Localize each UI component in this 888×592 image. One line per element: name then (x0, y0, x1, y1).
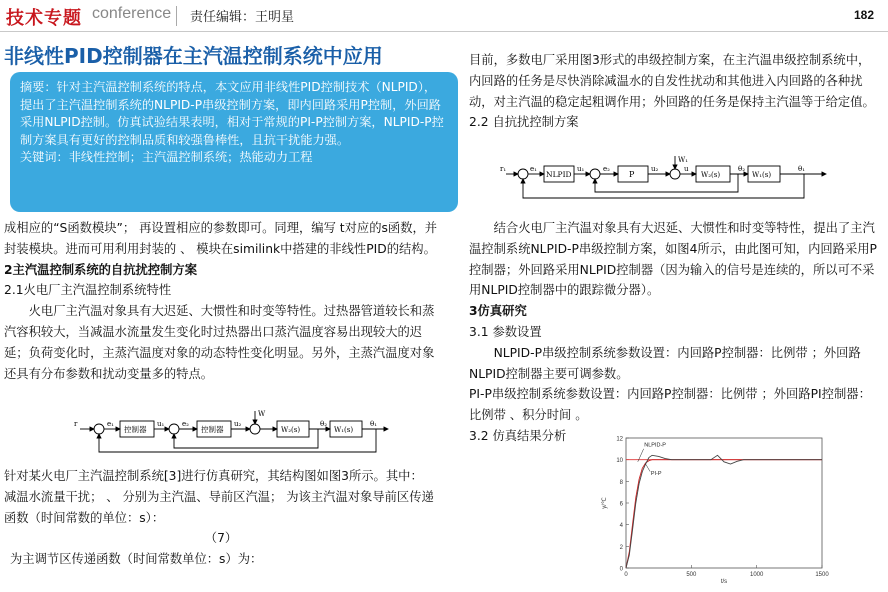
left-paragraph-2: 火电厂主汽温对象具有大迟延、大惯性和时变等特性。过热器管道较长和蒸汽容积较大，当减温水流量发生变化时过热器出口蒸汽温度容易出现较大的迟延；负荷变化时，主蒸汽温度对象的动态特性变化明显。另外，主蒸汽温度对象还具有分布参数和扰动变量多的特点。 (4, 304, 435, 381)
fig3-theta1: θ₁ (370, 420, 378, 428)
subsection-3-2-heading: 3.2 仿真结果分析 (469, 428, 567, 443)
editor-credit: 责任编辑：王明星 (190, 10, 295, 25)
header-rule (0, 31, 888, 32)
abstract-text: 摘要：针对主汽温控制系统的特点，本文应用非线性PID控制技术（NLPID），提出了主汽温控制系统的NLPID-P串级控制方案，即内回路采用P控制，外回路采用NLPID控制。仿真试验结果表明，相对于常规的PI-P控制方案，NLPID-P控制方案具有更好的控制品质和较强鲁棒性，且抗干扰能力强。 (20, 80, 444, 147)
y-tick-label: 4 (619, 523, 623, 530)
annotation-pi-p: PI-P (650, 470, 662, 477)
fig3-u2-label: u₂ (234, 420, 242, 428)
x-tick-label: 0 (624, 572, 628, 578)
y-axis-label: y/℃ (602, 497, 608, 509)
left-paragraph-4: 为主调节区传递函数（时间常数单位：s）为： (10, 552, 263, 567)
abstract-box (10, 72, 458, 212)
fig3-e1-label: e₁ (107, 420, 114, 428)
x-axis-label: t/s (720, 579, 728, 585)
fig3-r-label: r (74, 420, 78, 428)
left-paragraph-1: 成相应的“S函数模块”； 再设置相应的参数即可。同理，编写 t对应的s函数，并封装模块。进而可用利用封装的 、 模块在similink中搭建的非线性PID的结构。 (4, 221, 438, 256)
page-header (0, 0, 888, 34)
annotation-nlpid-p: NLPID-P (644, 442, 666, 449)
fig4-r-label: r₁ (500, 165, 507, 173)
right-column-top (469, 50, 881, 133)
fig3-w2: W₂(s) (281, 426, 301, 434)
section-logo: 技术专题 (6, 8, 82, 29)
fig4-theta1: θ₁ (798, 165, 806, 173)
fig4-w1-block: W₁(s) (752, 171, 772, 179)
left-column-top (4, 218, 438, 384)
fig3-controller1: 控制器 (124, 425, 147, 434)
simulation-chart (598, 432, 830, 588)
figure-4-diagram (498, 154, 830, 200)
fig3-w1: W₁(s) (334, 426, 354, 434)
right-paragraph-1: 目前，多数电厂采用图3形式的串级控制方案，在主汽温串级控制系统中，内回路的任务是尽快消除减温水的自发性扰动和其他进入内回路的各种扰动，对主汽温的稳定起粗调作用；外回路的任务是保持主汽温等于给定值。 (469, 53, 875, 109)
fig4-theta2: θ₂ (738, 165, 746, 173)
fig4-w1-label: W₁ (678, 156, 689, 164)
section-2-heading: 2主汽温控制系统的自抗扰控制方案 (4, 262, 198, 277)
fig3-w-label: W (258, 410, 266, 418)
section-logo-en: conference (92, 5, 172, 22)
fig4-e2-label: e₂ (603, 165, 610, 173)
fig4-u1-label: u₁ (577, 165, 585, 173)
keywords-text: 关键词：非线性控制；主汽温控制系统；热能动力工程 (20, 150, 313, 164)
left-column-bottom (4, 466, 438, 570)
fig4-u2-label: u₂ (651, 165, 659, 173)
y-tick-label: 2 (619, 544, 623, 551)
right-paragraph-4: PI-P串级控制系统参数设置：内回路P控制器：比例带 ；外回路PI控制器：比例带 、积分时间 。 (469, 387, 871, 423)
subsection-3-1-heading: 3.1 参数设置 (469, 324, 542, 339)
fig3-u1-label: u₁ (157, 420, 165, 428)
left-paragraph-3: 针对某火电厂主汽温控制系统[3]进行仿真研究，其结构图如图3所示。其中： 减温水流量干扰； 、 分别为主汽温、导前区汽温； 为该主汽温对象导前区传递函数（时间常数的单位：s）： (4, 469, 434, 525)
y-tick-label: 8 (619, 479, 623, 486)
y-tick-label: 12 (616, 436, 623, 443)
y-tick-label: 0 (619, 566, 623, 573)
header-divider (176, 6, 177, 26)
fig4-p-block: P (629, 170, 635, 179)
page-number: 182 (853, 8, 874, 22)
fig3-controller2: 控制器 (201, 425, 224, 434)
fig4-nlpid-block: NLPID (546, 170, 572, 179)
section-3-heading: 3仿真研究 (469, 304, 527, 319)
figure-3-diagram (72, 408, 392, 454)
right-column-bottom (469, 218, 881, 447)
right-paragraph-2: 结合火电厂主汽温对象具有大迟延、大惯性和时变等特性，提出了主汽温控制系统NLPID-P串级控制方案，如图4所示，由此图可知，内回路采用P控制器；外回路采用NLPID控制器（因为输入的信号是连续的，所以可不采用NLPID控制器中的跟踪微分器）。 (469, 221, 877, 298)
fig4-w2: W₂(s) (701, 171, 721, 179)
plot-area (626, 438, 822, 568)
fig3-theta2: θ₂ (320, 420, 328, 428)
fig4-u-label: u (684, 165, 689, 173)
subsection-2-1-heading: 2.1火电厂主汽温控制系统特性 (4, 283, 172, 298)
x-tick-label: 1500 (815, 572, 829, 578)
x-tick-label: 1000 (749, 572, 764, 578)
subsection-2-2-heading: 2.2 自抗扰控制方案 (469, 115, 579, 130)
fig4-e1-label: e₁ (530, 165, 537, 173)
right-paragraph-3: NLPID-P串级控制系统参数设置：内回路P控制器：比例带 ；外回路NLPID控制器主要可调参数。 (469, 345, 861, 381)
equation-7-number: （7） (204, 531, 238, 546)
y-tick-label: 6 (619, 501, 623, 508)
article-title: 非线性PID控制器在主汽温控制系统中应用 (4, 44, 383, 68)
x-tick-label: 500 (686, 572, 697, 578)
y-tick-label: 10 (616, 458, 623, 465)
fig3-e2-label: e₂ (182, 420, 189, 428)
